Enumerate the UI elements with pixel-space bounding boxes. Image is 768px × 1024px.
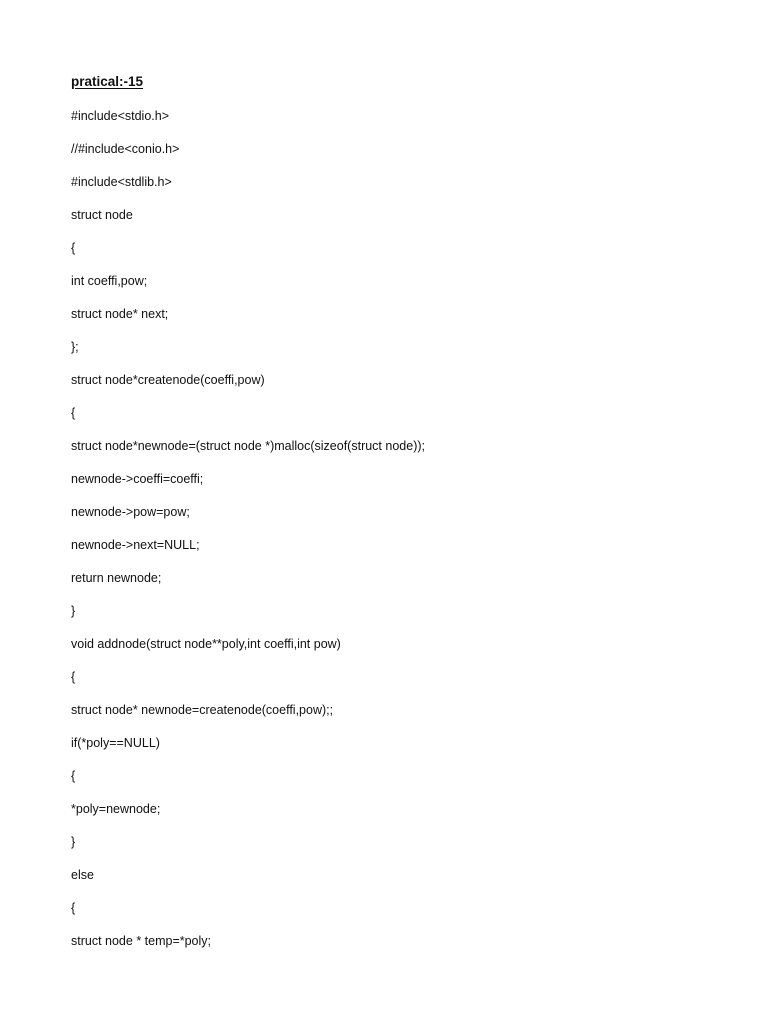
code-line: struct node*createnode(coeffi,pow) bbox=[71, 373, 265, 387]
code-line: else bbox=[71, 868, 94, 882]
code-line: } bbox=[71, 604, 76, 618]
code-line: struct node* next; bbox=[71, 307, 169, 321]
code-line: #include<stdlib.h> bbox=[71, 175, 172, 189]
code-line: { bbox=[71, 901, 76, 915]
code-line: int coeffi,pow; bbox=[71, 274, 148, 288]
code-line: { bbox=[71, 406, 76, 420]
code-line: } bbox=[71, 835, 76, 849]
code-line: struct node*newnode=(struct node *)malloc(sizeof(struct node)); bbox=[71, 439, 425, 453]
code-line: void addnode(struct node**poly,int coeffi,int pow) bbox=[71, 637, 341, 651]
code-line: if(*poly==NULL) bbox=[71, 736, 160, 750]
code-line: newnode->next=NULL; bbox=[71, 538, 200, 552]
code-line: //#include<conio.h> bbox=[71, 142, 180, 156]
code-line: }; bbox=[71, 340, 79, 354]
code-line: return newnode; bbox=[71, 571, 162, 585]
code-line: *poly=newnode; bbox=[71, 802, 161, 816]
code-line: { bbox=[71, 670, 76, 684]
code-line: { bbox=[71, 241, 76, 255]
code-line: newnode->pow=pow; bbox=[71, 505, 190, 519]
code-line: #include<stdio.h> bbox=[71, 109, 169, 123]
code-line: { bbox=[71, 769, 76, 783]
code-line: struct node* newnode=createnode(coeffi,pow);; bbox=[71, 703, 334, 717]
code-line: struct node * temp=*poly; bbox=[71, 934, 212, 948]
page-title: pratical:-15 bbox=[71, 74, 144, 89]
code-line: struct node bbox=[71, 208, 133, 222]
code-listing bbox=[71, 107, 425, 965]
code-line: newnode->coeffi=coeffi; bbox=[71, 472, 204, 486]
